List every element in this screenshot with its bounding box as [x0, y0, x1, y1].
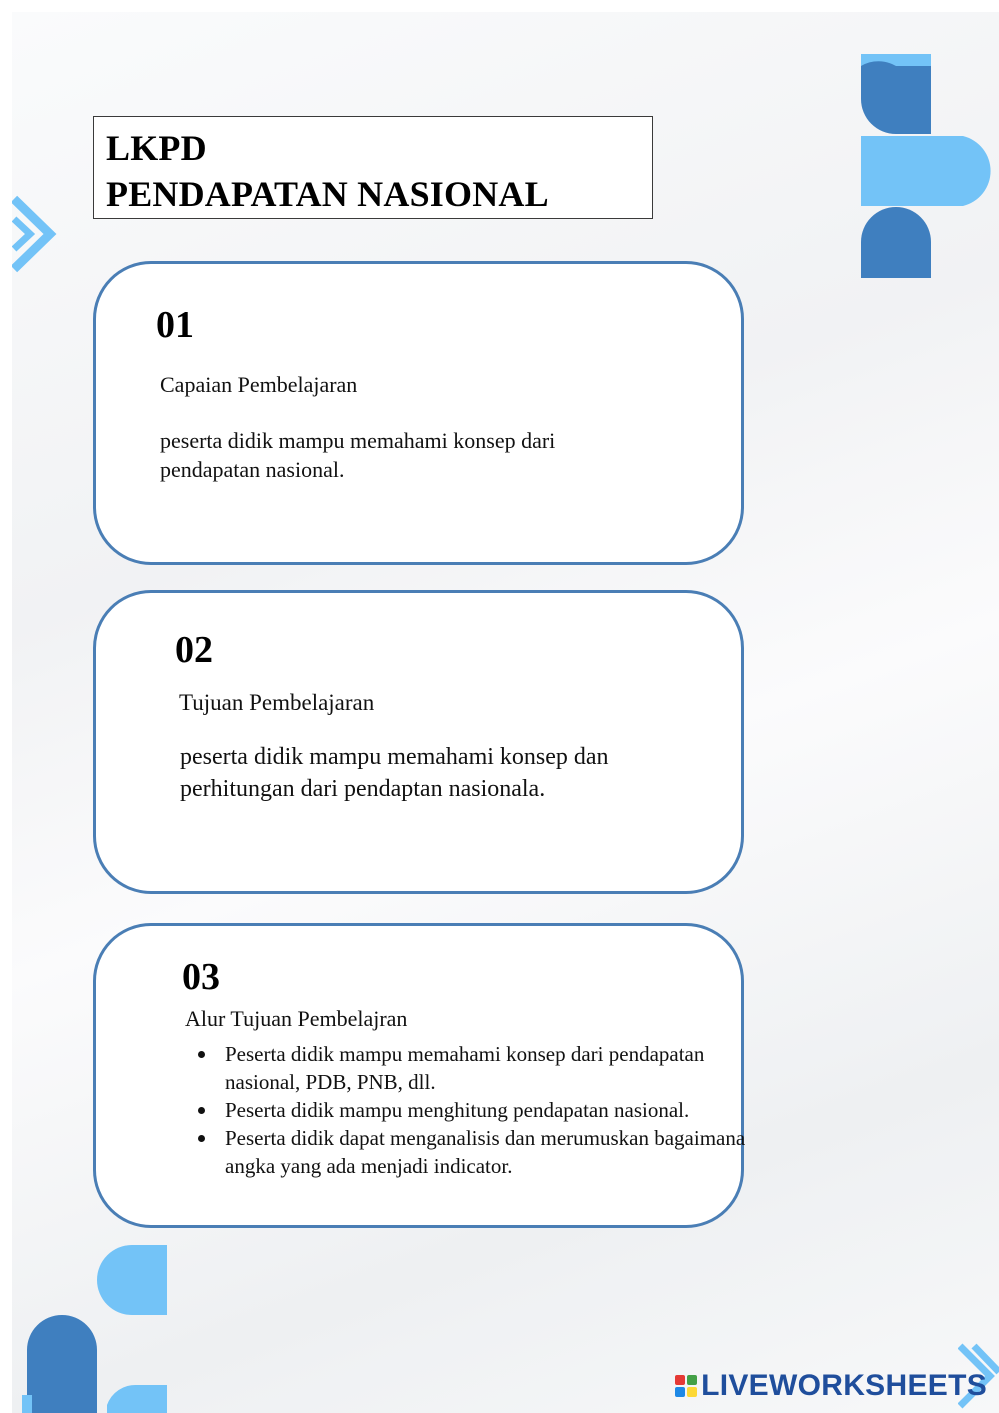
- card-text: peserta didik mampu memahami konsep dari pendapatan nasional.: [160, 428, 556, 482]
- card-capaian-pembelajaran: [93, 261, 744, 565]
- card-heading: Capaian Pembelajaran: [160, 372, 358, 397]
- title-box: [93, 116, 653, 219]
- list-item: [187, 1096, 747, 1124]
- geometric-shapes-decoration-top: [861, 54, 999, 278]
- liveworksheets-logo[interactable]: [675, 1371, 987, 1401]
- list-item-text: Peserta didik mampu menghitung pendapatan nasional.: [225, 1098, 690, 1122]
- card-number: 01: [156, 304, 194, 346]
- liveworksheets-logo-icon: [675, 1375, 697, 1397]
- title-lkpd: LKPD: [106, 128, 207, 168]
- card-alur-tujuan-pembelajaran: [93, 923, 744, 1228]
- geometric-shapes-decoration-bottom: [22, 1245, 172, 1413]
- liveworksheets-logo-text: LIVEWORKSHEETS: [701, 1369, 987, 1402]
- list-item-text: Peserta didik mampu memahami konsep dari pendapatan nasional, PDB, PNB, dll.: [225, 1042, 705, 1094]
- bullet-list: [187, 1040, 747, 1180]
- card-number: 03: [182, 956, 220, 998]
- list-item-text: Peserta didik dapat menganalisis dan merumuskan bagaimana angka yang ada menjadi indicator.: [225, 1126, 746, 1178]
- card-text: peserta didik mampu memahami konsep dan perhitungan dari pendaptan nasionala.: [180, 744, 609, 802]
- card-tujuan-pembelajaran: [93, 590, 744, 894]
- bullet-icon: [198, 1107, 205, 1114]
- bullet-icon: [198, 1051, 205, 1058]
- chevron-right-decoration: [12, 187, 57, 282]
- card-heading: Tujuan Pembelajaran: [179, 690, 375, 715]
- card-heading: Alur Tujuan Pembelajran: [185, 1006, 408, 1031]
- bullet-icon: [198, 1135, 205, 1142]
- title-pendapatan-nasional: PENDAPATAN NASIONAL: [106, 174, 549, 214]
- card-number: 02: [175, 629, 213, 671]
- list-item: [187, 1124, 747, 1180]
- list-item: [187, 1040, 747, 1096]
